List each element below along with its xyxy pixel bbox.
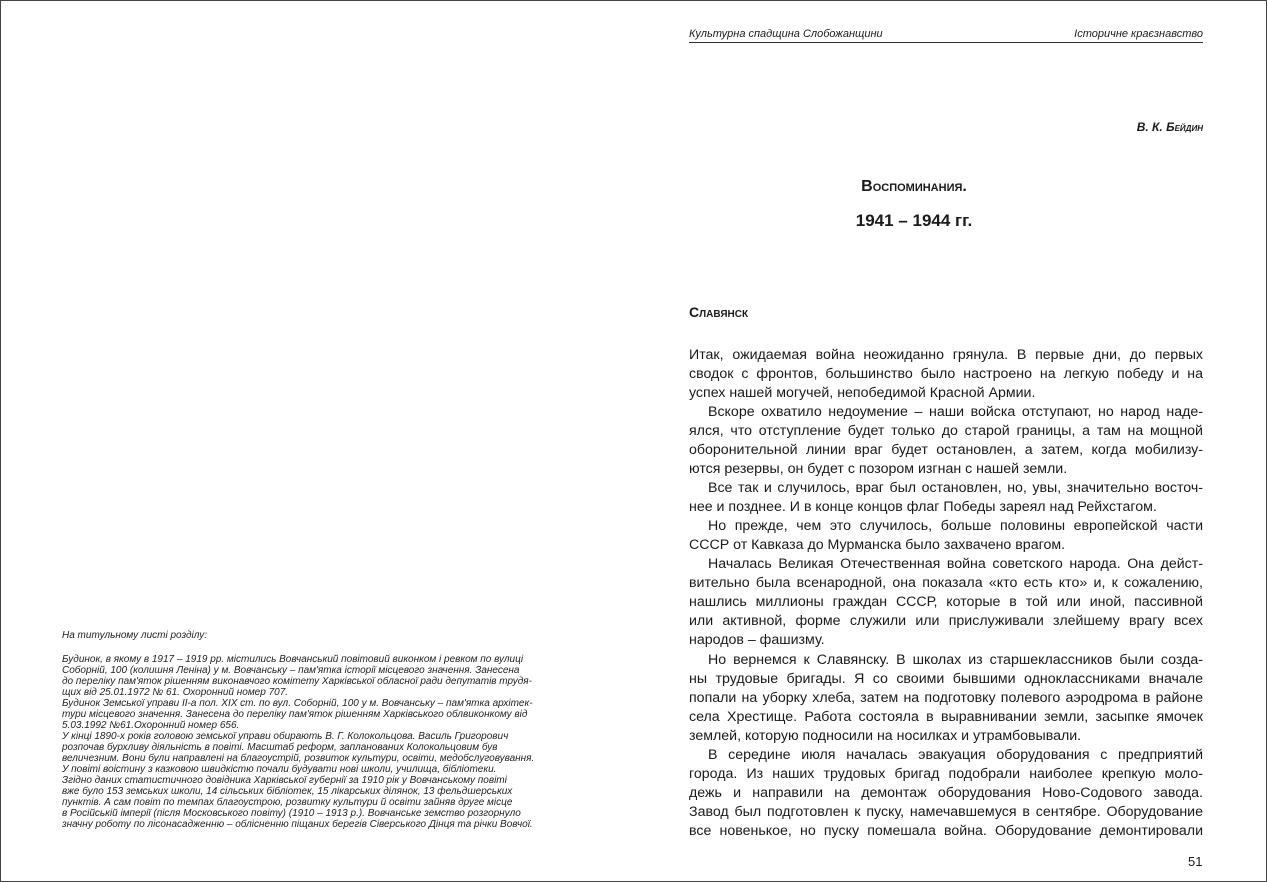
text-line: Началась Великая Отечественная война советского народа. Она дейст- <box>708 556 1203 573</box>
header-journal-title: Культурна спадщина Слобожанщини <box>689 28 883 40</box>
text-line: Завод был подготовлен к пуску, намечавшемуся в сентябре. Оборудование <box>689 803 1203 820</box>
paragraph <box>689 746 1203 841</box>
text-line: оборонительной линии враг будет остановлен, а затем, когда мобилизу- <box>689 442 1203 459</box>
text-line: ялся, что отступление будет только до старой границы, а там на мощной <box>689 423 1203 440</box>
paragraph <box>689 479 1203 517</box>
section-heading: Славянск <box>689 304 749 320</box>
paragraph <box>689 403 1203 479</box>
text-line: успех нашей могучей, непобедимой Красной Армии. <box>689 385 1036 402</box>
paragraph <box>689 346 1203 403</box>
note-caption: На титульному листі розділу: <box>62 630 208 641</box>
note-line: розпочав бурхливу діяльність в повіті. Масштаб реформ, запланованих Колокольцовим був <box>62 742 498 753</box>
note-line: Будинок, в якому в 1917 – 1919 рр. містились Вовчанський повітовий виконком і ревком по вулиці <box>62 654 524 665</box>
note-line: до переліку пам'яток рішенням виконавчого комітету Харківської обласної ради депутатів трудя- <box>62 676 532 687</box>
note-line: вже було 153 земських школи, 14 сільських бібліотек, 15 лікарських ділянок, 13 фельдшерських <box>62 786 513 797</box>
note-line: Будинок Земської управи ІІ-а пол. XIX ст. по вул. Соборній, 100 у м. Вовчанську – пам'ятка архітек- <box>62 698 533 709</box>
paragraph <box>689 517 1203 555</box>
text-line: сводок с фронтов, большинство было настроено на легкую победу и на <box>689 366 1203 383</box>
text-line: Но вернемся к Славянску. В школах из старшеклассников были созда- <box>708 651 1203 668</box>
note-line: 5.03.1992 №61.Охоронний номер 656. <box>62 720 240 731</box>
title-page-note <box>62 630 574 830</box>
text-line: Все так и случилось, враг был остановлен, но, увы, значительно восточ- <box>708 480 1203 497</box>
note-line: в Російській імперії (після Московського повіту) (1910 – 1913 р.). Вовчанське земство розгорнуло <box>62 808 521 819</box>
text-line: города. Из наших трудовых бригад подобрали наиболее крепкую моло- <box>689 765 1203 782</box>
article-author: В. К. Бейдин <box>1136 120 1203 134</box>
note-line: значну роботу по лісонасадженню – облісненню піщаних берегів Сіверського Дінця та річки Вовчої. <box>62 819 533 830</box>
text-line: или активной, форме служили или прислуживали злейшему врагу всех <box>689 613 1203 630</box>
header-section-title: Історичне краєзнавство <box>1074 28 1203 40</box>
text-line: землей, которую подносили на носилках и утрамбовывали. <box>689 727 1082 744</box>
note-line: У кінці 1890-х років головою земської управи обирають В. Г. Колокольцова. Василь Григорович <box>62 731 509 742</box>
text-line: ются резервы, он будет с позором изгнан с нашей земли. <box>689 461 1068 478</box>
text-line: народов – фашизму. <box>689 632 825 649</box>
text-line: нашлись миллионы граждан СССР, которые в той или иной, пассивной <box>689 594 1203 611</box>
note-line: Соборній, 100 (колишня Леніна) у м. Вовчанську – пам'ятка історії місцевого значення. Занесена <box>62 665 520 676</box>
text-line: вительно была всенародной, она показала «кто есть кто» и, к сожалению, <box>689 575 1203 592</box>
article-title: Воспоминания. <box>861 178 967 195</box>
note-line: пунктів. А сам повіт по темпах благоустрою, розвитку культури й освіти зайняв друге місце <box>62 797 513 808</box>
note-line: Згідно даних статистичного довідника Харківської губернії за 1910 рік у Вовчанському повіті <box>62 775 507 786</box>
note-line: величезним. Вони були направлені на благоустрій, розвиток культури, освіти, медобслуговування. <box>62 753 535 764</box>
article-subtitle-years: 1941 – 1944 гг. <box>855 211 973 230</box>
running-header <box>689 28 1203 43</box>
text-line: Итак, ожидаемая война неожиданно грянула. В первые дни, до первых <box>689 347 1203 363</box>
note-line: У повіті воістину з казковою швидкістю почали будувати нові школи, училища, бібліотеки. <box>62 764 497 775</box>
note-line: щих від 25.01.1972 № 61. Охоронний номер 707. <box>62 687 289 698</box>
text-line: дежь и направили на демонтаж оборудования Ново-Содового завода. <box>689 784 1203 801</box>
text-line: нее и позднее. И в конце концов флаг Победы зареял над Рейхстагом. <box>689 499 1157 516</box>
paragraph <box>689 651 1203 746</box>
text-line: села Хрестище. Работа состояла в выравнивании земли, засыпке ямочек <box>689 708 1203 725</box>
article-body <box>689 346 1203 841</box>
page-number: 51 <box>1188 854 1203 869</box>
text-line: ны трудовые бригады. Я со своими бывшими одноклассниками вначале <box>689 670 1203 687</box>
text-line: В середине июля началась эвакуация оборудования с предприятий <box>708 746 1203 763</box>
paragraph <box>689 555 1203 650</box>
text-line: СССР от Кавказа до Мурманска было захвачено врагом. <box>689 537 1066 554</box>
note-line: тури місцевого значення. Занесена до переліку пам'яток рішенням Харківського облвиконкому від <box>62 709 528 720</box>
text-line: попали на уборку хлеба, затем на подготовку полевого аэродрома в районе <box>689 689 1203 706</box>
text-line: Но прежде, чем это случилось, больше половины европейской части <box>708 518 1203 535</box>
text-line: Вскоре охватило недоумение – наши войска отступают, но народ наде- <box>708 404 1203 421</box>
text-line: все новенькое, но пуску помешала война. Оборудование демонтировали <box>689 822 1203 839</box>
